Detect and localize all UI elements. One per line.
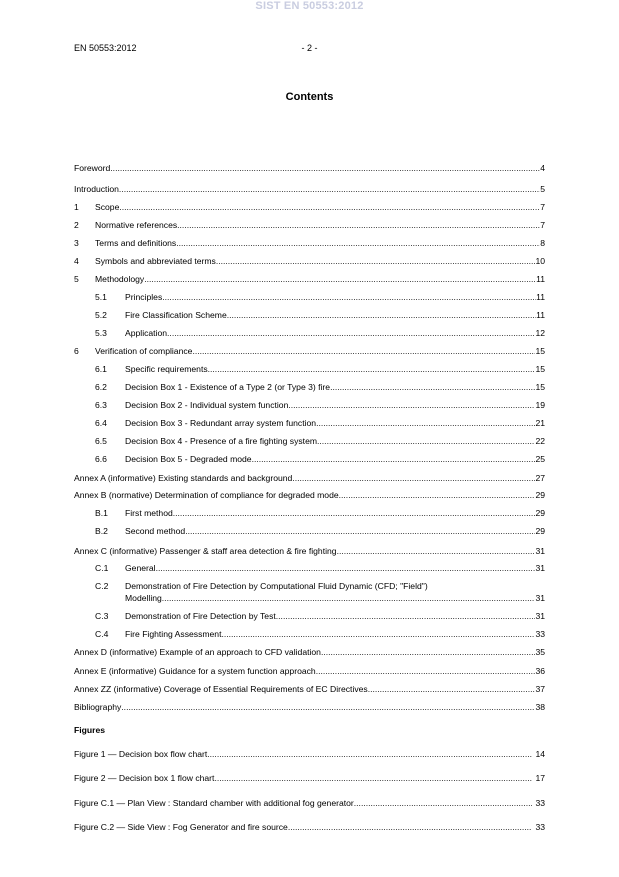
leader-dots — [176, 238, 540, 249]
toc-entry-title: Symbols and abbreviated terms — [95, 256, 216, 266]
toc-entry-page: 31 — [535, 563, 545, 573]
toc-entry-title: Principles — [125, 292, 163, 302]
figure-entry-title: Figure 2 — Decision box 1 flow chart — [74, 773, 215, 783]
figure-entry[interactable] — [74, 749, 545, 760]
watermark: SIST EN 50553:2012 — [255, 0, 364, 12]
toc-entry[interactable] — [74, 418, 545, 429]
toc-entry[interactable] — [74, 292, 545, 303]
toc-entry-page: 10 — [535, 256, 545, 266]
toc-entry-title: First method — [125, 508, 173, 518]
toc-entry[interactable] — [74, 310, 545, 321]
leader-dots — [288, 400, 535, 411]
toc-entry-title: Specific requirements — [125, 364, 208, 374]
leader-dots — [316, 418, 535, 429]
leader-dots — [207, 749, 532, 760]
toc-entry-page: 7 — [540, 220, 545, 230]
figure-entry-page: 17 — [535, 773, 545, 783]
toc-entry[interactable] — [74, 436, 545, 447]
toc-entry-title: Annex A (informative) Existing standards and background — [74, 473, 293, 483]
toc-entry-number: 6.1 — [95, 364, 107, 374]
leader-dots — [214, 773, 532, 784]
toc-entry[interactable] — [74, 400, 545, 411]
toc-entry-title: Demonstration of Fire Detection by Test — [125, 611, 276, 621]
toc-entry[interactable] — [74, 666, 545, 677]
leader-dots — [317, 436, 535, 447]
toc-entry-page: 29 — [535, 508, 545, 518]
toc-entry-page: 25 — [535, 454, 545, 464]
toc-entry[interactable] — [74, 490, 545, 501]
leader-dots — [156, 563, 536, 574]
toc-entry-number: 5.1 — [95, 292, 107, 302]
toc-entry-title: Annex E (informative) Guidance for a system function approach — [74, 666, 316, 676]
toc-entry-page: 38 — [535, 702, 545, 712]
leader-dots — [121, 702, 535, 713]
toc-entry[interactable] — [74, 473, 545, 484]
toc-entry[interactable] — [74, 454, 545, 465]
leader-dots — [167, 328, 535, 339]
toc-entry-title: Second method — [125, 526, 186, 536]
toc-entry-title: Bibliography — [74, 702, 122, 712]
toc-entry-number: 6.5 — [95, 436, 107, 446]
toc-entry-page: 31 — [535, 593, 545, 603]
leader-dots — [276, 611, 536, 622]
toc-entry-page: 21 — [535, 418, 545, 428]
toc-entry[interactable] — [74, 563, 545, 574]
leader-dots — [185, 526, 535, 537]
toc-entry-page: 36 — [535, 666, 545, 676]
toc-entry-page: 31 — [535, 611, 545, 621]
toc-entry-title: Decision Box 1 - Existence of a Type 2 (or Type 3) fire — [125, 382, 331, 392]
toc-entry-page: 7 — [540, 202, 545, 212]
toc-entry-continuation[interactable] — [125, 593, 545, 604]
leader-dots — [288, 822, 533, 833]
toc-entry-page: 8 — [540, 238, 545, 248]
toc-entry[interactable] — [74, 256, 545, 267]
toc-entry[interactable] — [74, 346, 545, 357]
leader-dots — [119, 184, 540, 195]
figure-entry-page: 33 — [535, 822, 545, 832]
leader-dots — [252, 454, 536, 465]
toc-entry[interactable] — [74, 702, 545, 713]
toc-entry[interactable] — [74, 546, 545, 557]
leader-dots — [144, 274, 536, 285]
leader-dots — [173, 508, 536, 519]
toc-entry-title: Decision Box 3 - Redundant array system function — [125, 418, 317, 428]
toc-entry-page: 4 — [540, 163, 545, 173]
toc-entry-title: Verification of compliance — [95, 346, 193, 356]
leader-dots — [321, 647, 535, 658]
toc-entry-page: 31 — [535, 546, 545, 556]
toc-entry-number: 6.2 — [95, 382, 107, 392]
figure-entry-page: 33 — [535, 798, 545, 808]
toc-entry-number: C.2 — [95, 581, 109, 591]
leader-dots — [330, 382, 535, 393]
leader-dots — [110, 163, 540, 174]
figures-heading: Figures — [74, 725, 106, 735]
toc-entry-number: 1 — [74, 202, 79, 212]
toc-entry-title: Terms and definitions — [95, 238, 177, 248]
toc-entry[interactable] — [74, 382, 545, 393]
leader-dots — [316, 666, 536, 677]
toc-entry-title: Fire Classification Scheme — [125, 310, 227, 320]
toc-entry-page: 22 — [535, 436, 545, 446]
toc-entry-number: 5 — [74, 274, 79, 284]
page-number: - 2 - — [301, 43, 318, 53]
toc-entry-title: Scope — [95, 202, 120, 212]
toc-entry-number: 6.6 — [95, 454, 107, 464]
toc-entry-title: General — [125, 563, 156, 573]
toc-entry[interactable] — [74, 526, 545, 537]
toc-entry-page: 11 — [536, 292, 545, 302]
toc-entry-number: 6.3 — [95, 400, 107, 410]
figure-entry-page: 14 — [535, 749, 545, 759]
toc-entry-title-line2: Modelling — [125, 593, 162, 603]
toc-entry[interactable] — [74, 611, 545, 622]
toc-entry[interactable] — [74, 238, 545, 249]
toc-entry-page: 29 — [535, 490, 545, 500]
leader-dots — [292, 473, 535, 484]
toc-entry[interactable] — [74, 184, 545, 195]
leader-dots — [162, 593, 536, 604]
leader-dots — [162, 292, 536, 303]
toc-entry-title: Foreword — [74, 163, 111, 173]
leader-dots — [227, 310, 536, 321]
toc-entry-page: 37 — [535, 684, 545, 694]
toc-entry-number: C.3 — [95, 611, 109, 621]
leader-dots — [354, 798, 533, 809]
toc-entry-title: Decision Box 5 - Degraded mode — [125, 454, 252, 464]
toc-entry-number: 2 — [74, 220, 79, 230]
leader-dots — [208, 364, 536, 375]
toc-entry-number: 6 — [74, 346, 79, 356]
toc-entry-title: Application — [125, 328, 168, 338]
toc-entry[interactable] — [74, 163, 545, 174]
toc-entry-page: 27 — [535, 473, 545, 483]
figure-entry-title: Figure C.1 — Plan View : Standard chamber with additional fog generator — [74, 798, 354, 808]
toc-entry-number: B.1 — [95, 508, 108, 518]
toc-entry[interactable] — [74, 684, 545, 695]
toc-entry-page: 11 — [536, 310, 545, 320]
toc-entry-page: 11 — [536, 274, 545, 284]
toc-entry-page: 15 — [535, 382, 545, 392]
leader-dots — [177, 220, 540, 231]
toc-entry-title: Decision Box 2 - Individual system function — [125, 400, 289, 410]
toc-entry-page: 33 — [535, 629, 545, 639]
toc-entry-page: 35 — [535, 647, 545, 657]
toc-entry-number: 5.2 — [95, 310, 107, 320]
leader-dots — [216, 256, 536, 267]
toc-entry[interactable] — [74, 274, 545, 285]
toc-entry-title: Demonstration of Fire Detection by Computational Fluid Dynamic (CFD; "Field") — [125, 581, 428, 591]
toc-entry-page: 5 — [540, 184, 545, 194]
toc-entry-title: Annex ZZ (informative) Coverage of Essential Requirements of EC Directives — [74, 684, 368, 694]
leader-dots — [339, 490, 536, 501]
leader-dots — [337, 546, 536, 557]
toc-entry-title: Decision Box 4 - Presence of a fire fighting system — [125, 436, 318, 446]
toc-entry[interactable] — [74, 220, 545, 231]
toc-entry-number: C.1 — [95, 563, 109, 573]
toc-entry[interactable] — [74, 328, 545, 339]
toc-entry-title: Annex C (informative) Passenger & staff area detection & fire fighting — [74, 546, 337, 556]
toc-entry-title: Annex D (informative) Example of an approach to CFD validation — [74, 647, 321, 657]
toc-entry-page: 29 — [535, 526, 545, 536]
toc-entry-title: Introduction — [74, 184, 119, 194]
toc-entry[interactable] — [74, 647, 545, 658]
toc-entry-page: 12 — [535, 328, 545, 338]
figure-entry[interactable] — [74, 773, 545, 784]
toc-entry-page: 15 — [535, 346, 545, 356]
leader-dots — [119, 202, 540, 213]
toc-entry-number: C.4 — [95, 629, 109, 639]
toc-entry[interactable] — [74, 629, 545, 640]
document-id: EN 50553:2012 — [74, 43, 137, 53]
toc-entry[interactable] — [74, 202, 545, 213]
toc-entry-number: B.2 — [95, 526, 108, 536]
figure-entry[interactable] — [74, 822, 545, 833]
toc-entry-number: 3 — [74, 238, 79, 248]
leader-dots — [368, 684, 536, 695]
toc-entry[interactable] — [74, 508, 545, 519]
toc-entry-title: Normative references — [95, 220, 178, 230]
toc-entry-number: 6.4 — [95, 418, 107, 428]
toc-entry-title: Annex B (normative) Determination of compliance for degraded mode — [74, 490, 339, 500]
toc-entry-page: 15 — [535, 364, 545, 374]
toc-entry-number: 4 — [74, 256, 79, 266]
toc-entry-page: 19 — [535, 400, 545, 410]
toc-entry[interactable] — [74, 364, 545, 375]
toc-entry-title: Fire Fighting Assessment — [125, 629, 222, 639]
leader-dots — [221, 629, 535, 640]
figure-entry-title: Figure C.2 — Side View : Fog Generator and fire source — [74, 822, 288, 832]
toc-entry-number: 5.3 — [95, 328, 107, 338]
leader-dots — [192, 346, 535, 357]
figure-entry[interactable] — [74, 798, 545, 809]
toc-entry-title: Methodology — [95, 274, 145, 284]
figure-entry-title: Figure 1 — Decision box flow chart — [74, 749, 208, 759]
page-title: Contents — [285, 91, 334, 103]
